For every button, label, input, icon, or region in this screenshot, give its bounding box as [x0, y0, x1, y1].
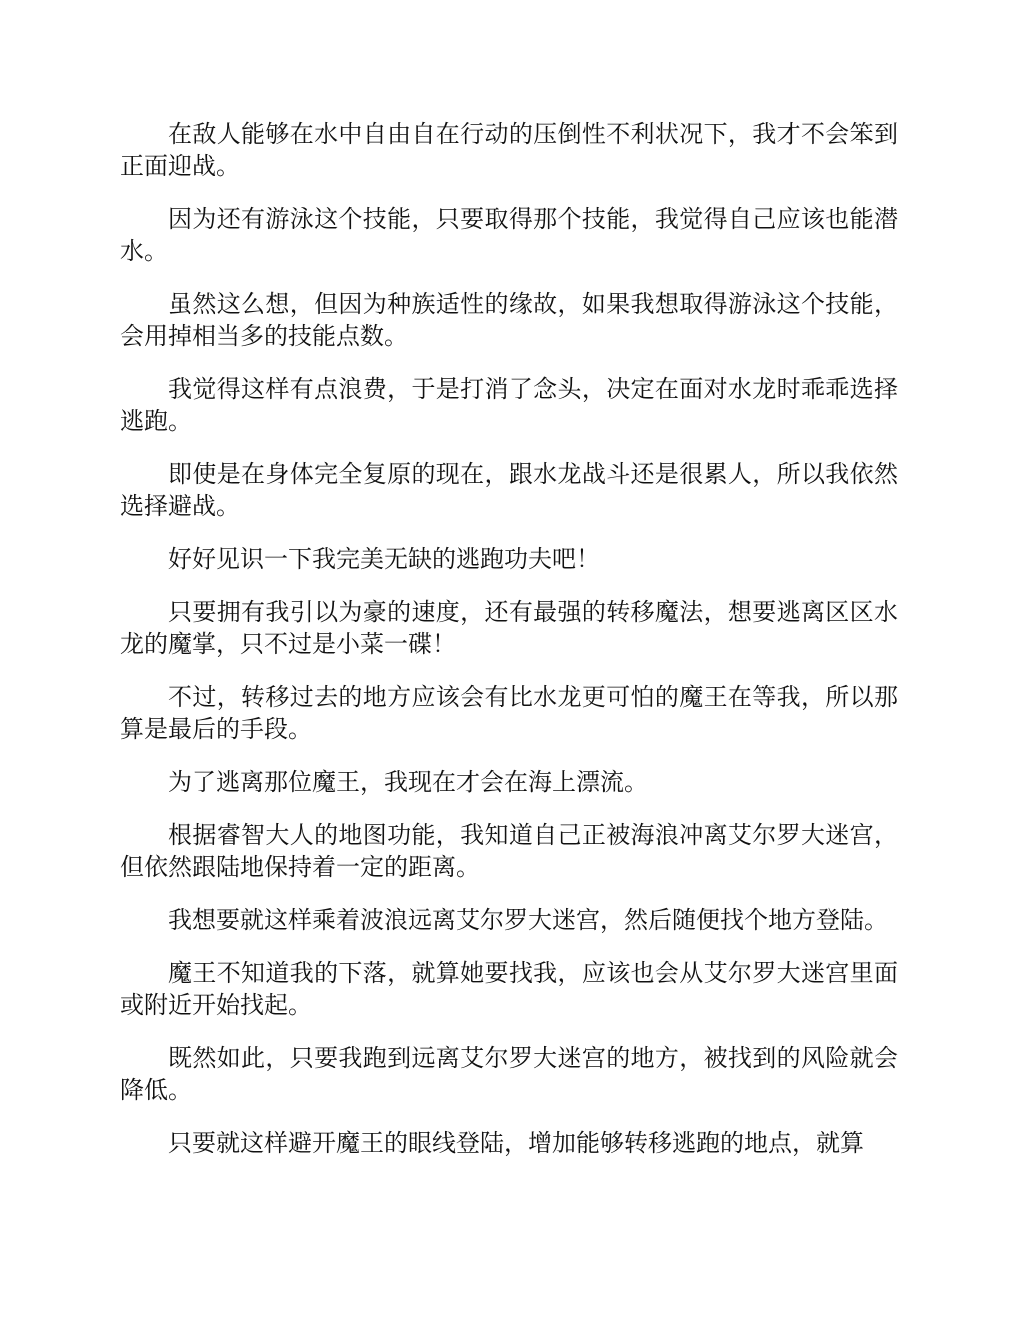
paragraph: 既然如此，只要我跑到远离艾尔罗大迷宫的地方，被找到的风险就会降低。: [120, 1044, 898, 1104]
paragraph: 在敌人能够在水中自由自在行动的压倒性不利状况下，我才不会笨到正面迎战。: [120, 120, 898, 180]
paragraph: 即使是在身体完全复原的现在，跟水龙战斗还是很累人，所以我依然选择避战。: [120, 460, 898, 520]
document-page: [120, 118, 898, 1180]
paragraph: 为了逃离那位魔王，我现在才会在海上漂流。: [168, 768, 648, 796]
paragraph: 只要拥有我引以为豪的速度，还有最强的转移魔法，想要逃离区区水龙的魔掌，只不过是小菜一碟！: [120, 598, 898, 658]
paragraph: 不过，转移过去的地方应该会有比水龙更可怕的魔王在等我，所以那算是最后的手段。: [120, 683, 898, 743]
paragraph: 好好见识一下我完美无缺的逃跑功夫吧！: [168, 545, 600, 573]
paragraph: 虽然这么想，但因为种族适性的缘故，如果我想取得游泳这个技能，会用掉相当多的技能点数。: [120, 290, 898, 350]
paragraph: 因为还有游泳这个技能，只要取得那个技能，我觉得自己应该也能潜水。: [120, 205, 898, 265]
paragraph: 我想要就这样乘着波浪远离艾尔罗大迷宫，然后随便找个地方登陆。: [168, 906, 888, 934]
paragraph: 魔王不知道我的下落，就算她要找我，应该也会从艾尔罗大迷宫里面或附近开始找起。: [120, 959, 898, 1019]
paragraph: 只要就这样避开魔王的眼线登陆，增加能够转移逃跑的地点，就算: [168, 1129, 864, 1157]
paragraph: 我觉得这样有点浪费，于是打消了念头，决定在面对水龙时乖乖选择逃跑。: [120, 375, 898, 435]
paragraph: 根据睿智大人的地图功能，我知道自己正被海浪冲离艾尔罗大迷宫，但依然跟陆地保持着一定的距离。: [120, 821, 898, 881]
